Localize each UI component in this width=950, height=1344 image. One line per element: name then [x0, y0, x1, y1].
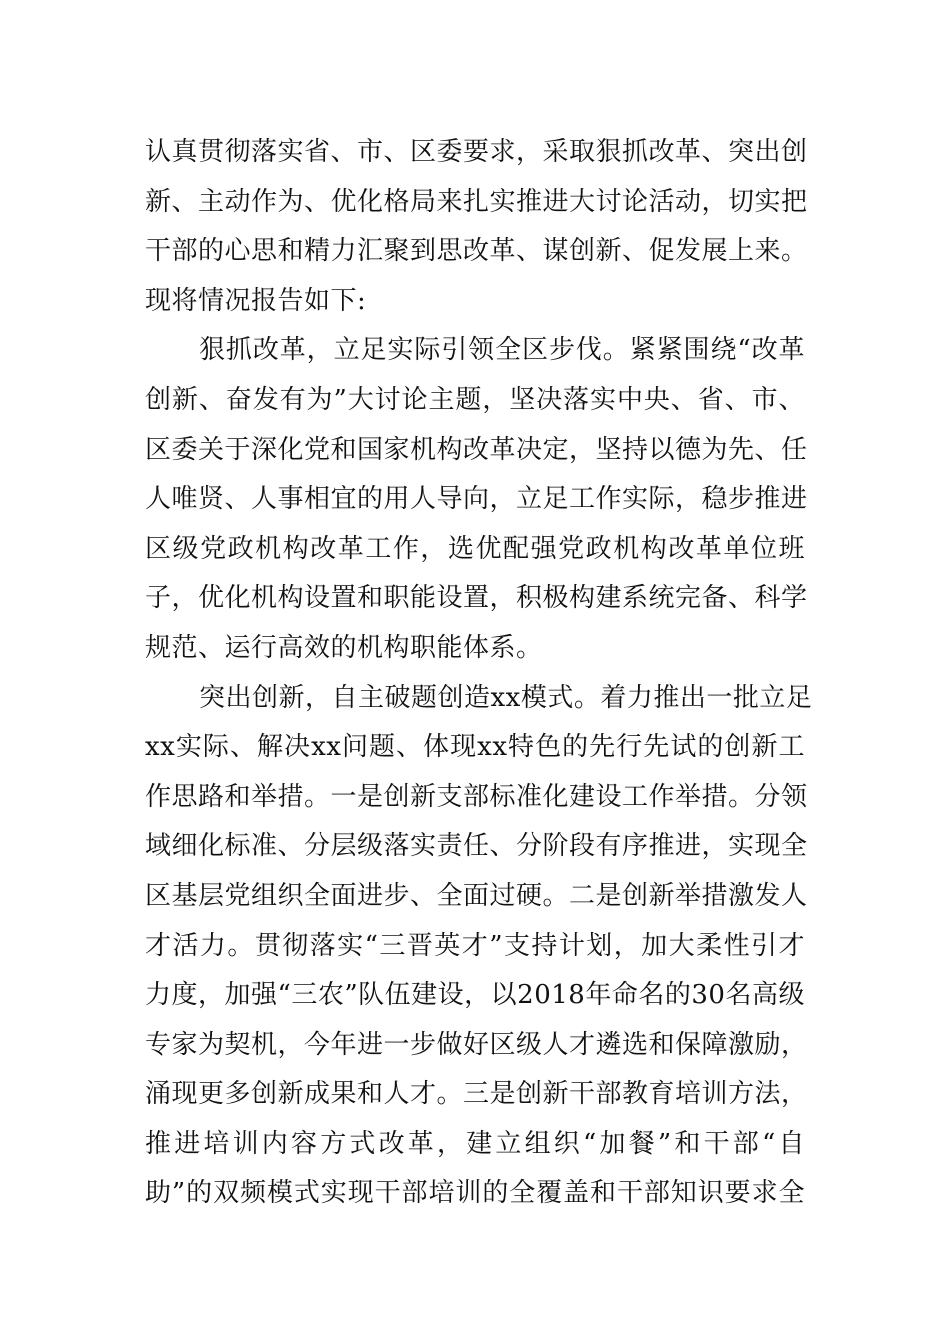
text-line: 力度，加强“三农”队伍建设，以2018年命名的30名高级 [145, 980, 805, 1011]
text-line: 区委关于深化党和国家机构改革决定，坚持以德为先、任 [145, 434, 808, 465]
text-line: 规范、运行高效的机构职能体系。 [145, 632, 543, 663]
text-line: 新、主动作为、优化格局来扎实推进大讨论活动，切实把 [145, 186, 808, 217]
text-line: 作思路和举措。一是创新支部标准化建设工作举措。分领 [145, 781, 808, 812]
text-line: 干部的心思和精力汇聚到思改革、谋创新、促发展上来。 [145, 236, 808, 267]
text-line: 创新、奋发有为”大讨论主题，坚决落实中央、省、市、 [145, 384, 805, 415]
text-line: 人唯贤、人事相宜的用人导向，立足工作实际，稳步推进 [145, 484, 808, 515]
text-line: 域细化标准、分层级落实责任、分阶段有序推进，实现全 [145, 831, 808, 862]
text-line: 助”的双频模式实现干部培训的全覆盖和干部知识要求全 [145, 1178, 805, 1209]
text-line: 狠抓改革，立足实际引领全区步伐。紧紧围绕“改革 [199, 335, 805, 366]
text-line: 突出创新，自主破题创造xx模式。着力推出一批立足 [199, 682, 813, 713]
text-line: 认真贯彻落实省、市、区委要求，采取狠抓改革、突出创 [145, 137, 808, 167]
body-text [145, 128, 813, 1219]
text-line: 区基层党组织全面进步、全面过硬。二是创新举措激发人 [145, 880, 808, 911]
text-line: 现将情况报告如下: [145, 285, 367, 316]
text-line: 专家为契机，今年进一步做好区级人才遴选和保障激励， [145, 1029, 808, 1060]
text-line: 推进培训内容方式改革，建立组织“加餐”和干部“自 [145, 1128, 805, 1159]
text-line: 区级党政机构改革工作，选优配强党政机构改革单位班 [145, 533, 805, 564]
text-line: 子，优化机构设置和职能设置，积极构建系统完备、科学 [145, 583, 808, 614]
text-line: xx实际、解决xx问题、体现xx特色的先行先试的创新工 [145, 732, 805, 763]
text-line: 才活力。贯彻落实“三晋英才”支持计划，加大柔性引才 [145, 930, 805, 961]
text-line: 涌现更多创新成果和人才。三是创新干部教育培训方法， [145, 1079, 808, 1110]
